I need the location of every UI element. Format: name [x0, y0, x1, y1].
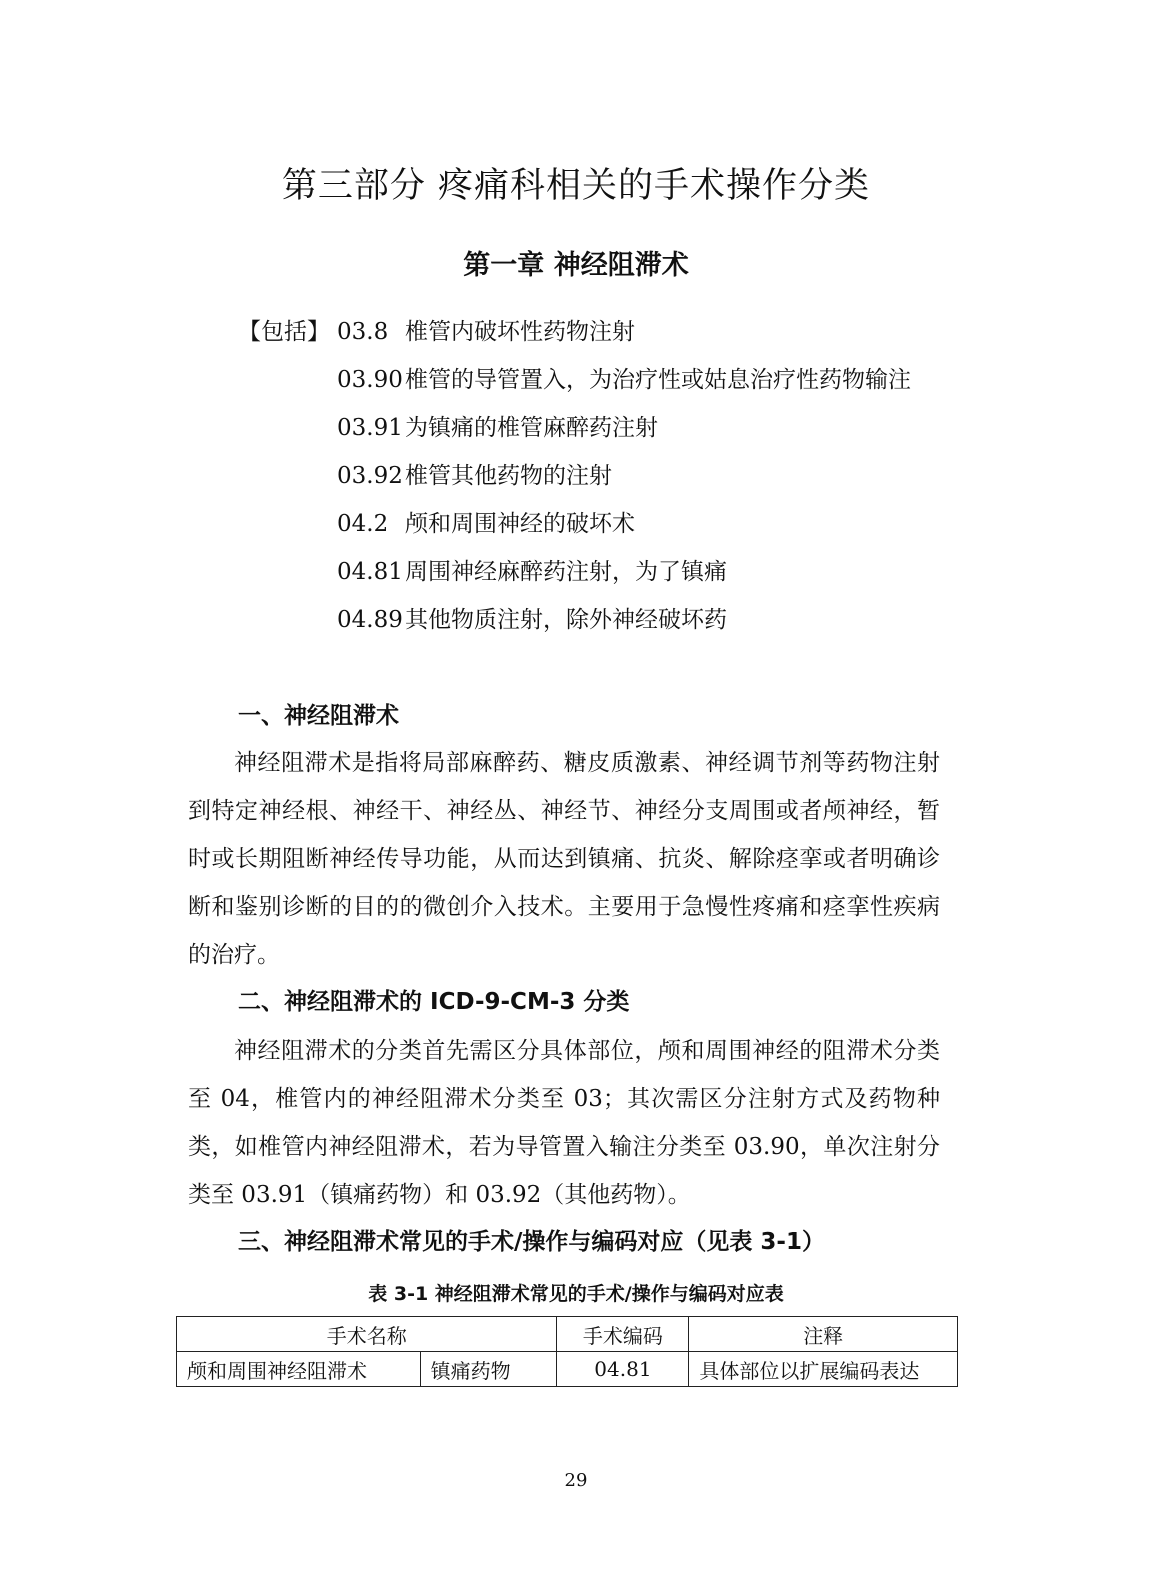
inclusion-item [337, 414, 911, 462]
procedure-code-table [176, 1316, 958, 1387]
inclusion-code: 03.90 [337, 367, 403, 393]
inclusion-code: 03.91 [337, 415, 403, 441]
inclusion-item [337, 510, 911, 558]
inclusion-text: 颅和周围神经的破坏术 [405, 511, 635, 537]
cell-procedure-name: 颅和周围神经阻滞术 [177, 1352, 421, 1387]
inclusion-text: 椎管的导管置入，为治疗性或姑息治疗性药物输注 [405, 367, 911, 393]
table-row [177, 1352, 958, 1387]
inclusion-item [337, 558, 911, 606]
section-heading-3: 三、神经阻滞术常见的手术/操作与编码对应（见表 3-1） [238, 1229, 825, 1255]
cell-procedure-code: 04.81 [557, 1352, 689, 1387]
header-procedure-name: 手术名称 [177, 1317, 557, 1352]
inclusion-text: 椎管其他药物的注射 [405, 463, 612, 489]
inclusion-code: 03.8 [337, 319, 389, 345]
section-paragraph-1: 神经阻滞术是指将局部麻醉药、糖皮质激素、神经调节剂等药物注射到特定神经根、神经干、神经丛、神经节、神经分支周围或者颅神经，暂时或长期阻断神经传导功能，从而达到镇痛、抗炎、解除痉挛或者明确诊断和鉴别诊断的目的的微创介入技术。主要用于急慢性疼痛和痉挛性疾病的治疗。 [188, 750, 940, 968]
inclusion-item [337, 366, 911, 414]
header-procedure-code: 手术编码 [557, 1317, 689, 1352]
section-heading-2: 二、神经阻滞术的 ICD-9-CM-3 分类 [238, 989, 630, 1015]
inclusion-item [337, 606, 911, 654]
inclusion-code: 04.2 [337, 511, 389, 537]
section-heading-1: 一、神经阻滞术 [238, 703, 399, 729]
inclusion-item [337, 318, 911, 366]
inclusions-label: 【包括】 [238, 319, 330, 345]
inclusion-code: 04.89 [337, 607, 403, 633]
chapter-title: 第一章 神经阻滞术 [463, 250, 689, 281]
table-header-row [177, 1317, 958, 1352]
section-paragraph-2: 神经阻滞术的分类首先需区分具体部位，颅和周围神经的阻滞术分类至 04，椎管内的神经阻滞术分类至 03；其次需区分注射方式及药物种类，如椎管内神经阻滞术，若为导管置入输注分类至 03.90，单次注射分类至 03.91（镇痛药物）和 03.92（其他药物）。 [188, 1038, 940, 1208]
inclusion-code: 04.81 [337, 559, 403, 585]
inclusion-item [337, 462, 911, 510]
part-title: 第三部分 疼痛科相关的手术操作分类 [281, 166, 871, 206]
header-note: 注释 [689, 1317, 958, 1352]
inclusion-text: 其他物质注射，除外神经破坏药 [405, 607, 727, 633]
inclusion-text: 为镇痛的椎管麻醉药注射 [405, 415, 658, 441]
inclusions-list [337, 318, 911, 654]
cell-procedure-subtype: 镇痛药物 [420, 1352, 557, 1387]
inclusion-code: 03.92 [337, 463, 403, 489]
inclusion-text: 椎管内破坏性药物注射 [405, 319, 635, 345]
cell-note: 具体部位以扩展编码表达 [689, 1352, 958, 1387]
table-caption: 表 3-1 神经阻滞术常见的手术/操作与编码对应表 [368, 1283, 784, 1305]
page-number: 29 [564, 1470, 588, 1491]
inclusion-text: 周围神经麻醉药注射，为了镇痛 [405, 559, 727, 585]
